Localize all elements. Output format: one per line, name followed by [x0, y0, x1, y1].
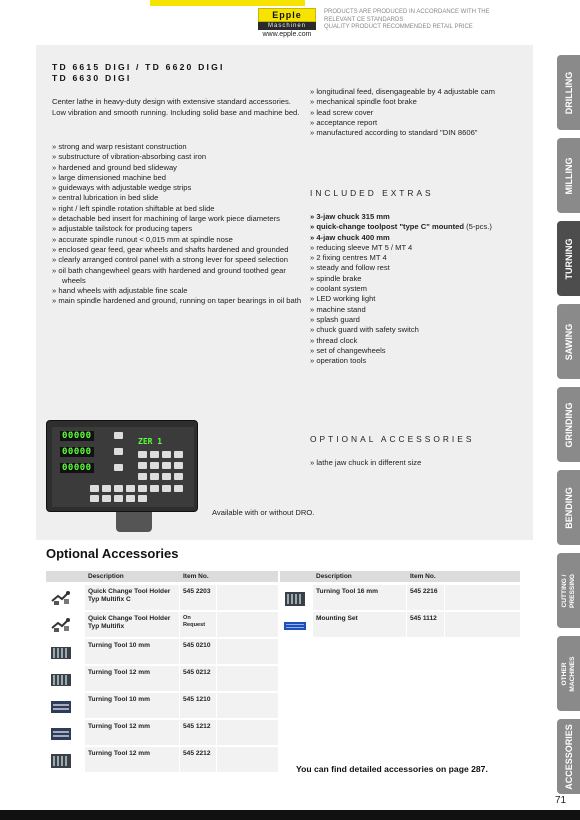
tab-label-line: OTHER: [560, 661, 568, 686]
col-item-no: Item No.: [183, 573, 209, 580]
feature-item: » central lubrication in bed slide: [52, 193, 159, 203]
feature-item: » accurate spindle runout < 0,015 mm at spindle nose: [52, 234, 233, 244]
extra-item: » set of changewheels: [310, 345, 386, 355]
quality-notice: [324, 9, 524, 32]
turning-tool-set-icon: [50, 722, 72, 744]
row-image-cell: [46, 665, 84, 691]
dro-key: [138, 495, 147, 502]
feature-item: » hardened and ground bed slideway: [52, 162, 177, 172]
page-number: 71: [555, 795, 567, 806]
feature-item: » main spindle hardened and ground, running on taper bearings in oil bath: [52, 296, 302, 306]
included-extras-heading: INCLUDED EXTRAS: [310, 188, 434, 198]
dro-key: [126, 485, 135, 492]
dro-readout-x: [60, 431, 94, 441]
extra-item-bold: » 4-jaw chuck 400 mm: [310, 232, 390, 242]
feature-item: » guideways with adjustable wedge strips: [52, 183, 192, 193]
row-description: Quick Change Tool Holder Typ Multifix: [85, 611, 179, 637]
dro-key: [114, 485, 123, 492]
row-price: [217, 638, 278, 664]
col-description: Description: [88, 573, 124, 580]
footer-bar: [0, 810, 580, 820]
row-description: Turning Tool 10 mm: [85, 638, 179, 664]
logo-url: www.epple.com: [262, 31, 312, 38]
dro-key: [102, 485, 111, 492]
dro-key: [174, 485, 183, 492]
mounting-set-icon: [284, 614, 306, 636]
optional-accessories-heading: OPTIONAL ACCESSORIES: [310, 434, 475, 444]
row-description: Turning Tool 16 mm: [313, 584, 406, 610]
table-row: [46, 692, 278, 718]
optional-accessories-title: Optional Accessories: [46, 546, 179, 561]
feature-item: » substructure of vibration-absorbing cast iron: [52, 152, 207, 162]
extra-item: » chuck guard with safety switch: [310, 325, 419, 335]
dro-mount-arm: [116, 512, 152, 532]
feature-item: » strong and warp resistant construction: [52, 142, 187, 151]
row-price: [217, 665, 278, 691]
feature-item: » hand wheels with adjustable fine scale: [52, 286, 188, 296]
extra-item: » reducing sleeve MT 5 / MT 4: [310, 242, 413, 252]
feature-item: » enclosed gear feed, gear wheels and shafts hardened and grounded: [52, 244, 289, 254]
row-price: [217, 719, 278, 745]
row-item-no: 545 0210: [180, 638, 216, 664]
turning-tool-set-icon: [50, 695, 72, 717]
dro-key: [174, 462, 183, 469]
tab-accessories[interactable]: [557, 719, 580, 794]
feature-list-left: [52, 142, 302, 307]
extra-item-bold: » quick-change toolpost "type C" mounted: [310, 222, 465, 232]
row-description: Mounting Set: [313, 611, 406, 637]
logo-wordmark: Epple: [258, 8, 316, 22]
dro-key: [150, 451, 159, 458]
tab-other-machines[interactable]: [557, 636, 580, 711]
row-price: [217, 746, 278, 772]
extra-item: » 2 fixing centres MT 4: [310, 253, 387, 263]
extra-item: [310, 222, 525, 232]
extra-item-bold: » 3-jaw chuck 315 mm: [310, 212, 390, 221]
row-item-no: 545 2203: [180, 584, 216, 610]
dro-key: [138, 485, 147, 492]
extra-item-suffix: (5-pcs.): [464, 222, 492, 232]
row-price: [217, 611, 278, 637]
table-row: [46, 719, 278, 745]
dro-axis-key: [114, 464, 123, 471]
title-line: TD 6630 DIGI: [52, 73, 132, 83]
tab-label: SAWING: [563, 323, 574, 360]
tab-label: MILLING: [563, 157, 574, 194]
row-item-no: 545 1212: [180, 719, 216, 745]
row-item-no: 545 1112: [407, 611, 444, 637]
tab-bending[interactable]: [557, 470, 580, 545]
notice-line: RELEVANT CE STANDARDS: [324, 16, 404, 23]
dro-key: [90, 495, 99, 502]
dro-availability-note: Available with or without DRO.: [212, 508, 315, 517]
tab-label: DRILLING: [563, 71, 574, 114]
dro-readout-z: [60, 463, 94, 473]
dro-key: [162, 485, 171, 492]
table-header-left: [46, 571, 278, 582]
turning-tool-set-icon: [50, 641, 72, 663]
row-image-cell: [46, 584, 84, 610]
feature-item: » clearly arranged control panel with a strong lever for speed selection: [52, 255, 288, 265]
tab-grinding[interactable]: [557, 387, 580, 462]
table-row: [46, 584, 278, 610]
row-image-cell: [280, 611, 312, 637]
dro-key: [174, 451, 183, 458]
brand-color-bar: [150, 0, 305, 6]
feature-item: » acceptance report: [310, 117, 378, 127]
tool-holder-icon: [50, 587, 72, 609]
row-image-cell: [46, 719, 84, 745]
row-item-no: On Request: [180, 611, 216, 637]
row-image-cell: [46, 746, 84, 772]
included-extras-list: [310, 212, 525, 366]
dro-key: [126, 495, 135, 502]
tab-label: GRINDING: [563, 402, 574, 447]
turning-tool-set-icon: [50, 749, 72, 771]
table-header-right: [280, 571, 520, 582]
logo-subline: Maschinen: [258, 22, 316, 30]
dro-display-image: [46, 420, 198, 512]
dro-key: [102, 495, 111, 502]
col-item-no: Item No.: [410, 573, 436, 580]
turning-tool-set-icon: [50, 668, 72, 690]
dro-readout-y: [60, 447, 94, 457]
optional-item: » lathe jaw chuck in different size: [310, 458, 422, 467]
dro-digits: 00000: [62, 463, 92, 473]
notice-line: PRODUCTS ARE PRODUCED IN ACCORDANCE WITH THE: [324, 9, 490, 15]
tab-cutting-pressing[interactable]: [557, 553, 580, 628]
dro-key: [138, 462, 147, 469]
feature-item: » longitudinal feed, disengageable by 4 adjustable cam: [310, 87, 495, 96]
accessories-page-reference: You can find detailed accessories on page 287.: [296, 764, 488, 774]
extra-item: [310, 212, 525, 222]
extra-item: » coolant system: [310, 284, 367, 294]
dro-zero-label: ZER 1: [138, 437, 163, 446]
dro-digits: 00000: [62, 447, 92, 457]
tab-label: ACCESSORIES: [563, 723, 574, 790]
tab-label: [561, 573, 577, 607]
tool-holder-icon: [50, 614, 72, 636]
tab-turning[interactable]: [557, 221, 580, 296]
tab-label: [561, 656, 577, 691]
dro-key: [150, 485, 159, 492]
extra-item: » LED working light: [310, 294, 376, 304]
table-row: [46, 638, 278, 664]
feature-item: » oil bath changewheel gears with hardened and ground toothed gear wheels: [52, 265, 286, 285]
row-price: [217, 584, 278, 610]
row-item-no: 545 2216: [407, 584, 444, 610]
dro-axis-key: [114, 432, 123, 439]
row-price: [445, 611, 520, 637]
dro-key: [150, 473, 159, 480]
row-image-cell: [46, 611, 84, 637]
dro-digits: 00000: [62, 431, 92, 441]
feature-item: » lead screw cover: [310, 107, 374, 117]
dro-key: [114, 495, 123, 502]
product-intro: Center lathe in heavy-duty design with extensive standard accessories. Low vibration and smooth running. Including solid base and machine bed.: [52, 97, 300, 117]
feature-item: » right / left spindle rotation shiftable at bed slide: [52, 203, 215, 213]
feature-item: » adjustable tailstock for producing tapers: [52, 224, 193, 234]
row-item-no: 545 2212: [180, 746, 216, 772]
epple-logo: [258, 8, 316, 38]
row-description: Turning Tool 12 mm: [85, 719, 179, 745]
row-item-no: 545 0212: [180, 665, 216, 691]
row-description: Turning Tool 12 mm: [85, 665, 179, 691]
extra-item: » thread clock: [310, 335, 358, 345]
col-description: Description: [316, 573, 352, 580]
extra-item: » spindle brake: [310, 273, 362, 283]
extra-item: » operation tools: [310, 356, 367, 366]
extra-item: » splash guard: [310, 314, 360, 324]
row-image-cell: [280, 584, 312, 610]
feature-list-right: [310, 87, 525, 138]
row-description: Turning Tool 12 mm: [85, 746, 179, 772]
tab-label-line: MACHINES: [568, 655, 576, 692]
row-description: Turning Tool 10 mm: [85, 692, 179, 718]
dro-key: [150, 462, 159, 469]
product-title: [52, 62, 225, 84]
tab-label: TURNING: [563, 238, 574, 279]
notice-line: QUALITY PRODUCT RECOMMENDED RETAIL PRICE: [324, 24, 473, 30]
row-item-no: 545 1210: [180, 692, 216, 718]
row-description: Quick Change Tool Holder Typ Multifix C: [85, 584, 179, 610]
dro-key: [90, 485, 99, 492]
row-price: [445, 584, 520, 610]
extra-item: » steady and follow rest: [310, 263, 390, 273]
feature-item: » large dimensioned machine bed: [52, 172, 166, 182]
row-price: [217, 692, 278, 718]
dro-key: [162, 473, 171, 480]
dro-key: [162, 462, 171, 469]
dro-key: [174, 473, 183, 480]
table-row: [46, 665, 278, 691]
table-row: [280, 611, 520, 637]
dro-face: [52, 427, 194, 507]
table-row: [280, 584, 520, 610]
dro-key: [138, 473, 147, 480]
row-image-cell: [46, 692, 84, 718]
feature-item: » manufactured according to standard "DIN 8606": [310, 128, 478, 138]
dro-key: [162, 451, 171, 458]
tab-milling[interactable]: [557, 138, 580, 213]
dro-axis-key: [114, 448, 123, 455]
tab-label: BENDING: [563, 486, 574, 529]
tab-label-line: PRESSING: [568, 573, 576, 608]
turning-tool-set-icon: [284, 587, 306, 609]
table-row: [46, 746, 278, 772]
feature-item: » detachable bed insert for machining of large work piece diameters: [52, 214, 280, 224]
table-row: [46, 611, 278, 637]
tab-drilling[interactable]: [557, 55, 580, 130]
dro-key: [138, 451, 147, 458]
extra-item: » machine stand: [310, 304, 366, 314]
feature-item: » mechanical spindle foot brake: [310, 97, 417, 107]
title-line: TD 6615 DIGI / TD 6620 DIGI: [52, 62, 225, 72]
tab-sawing[interactable]: [557, 304, 580, 379]
tab-label-line: CUTTING /: [560, 574, 568, 607]
row-image-cell: [46, 638, 84, 664]
extra-item: [310, 233, 525, 243]
